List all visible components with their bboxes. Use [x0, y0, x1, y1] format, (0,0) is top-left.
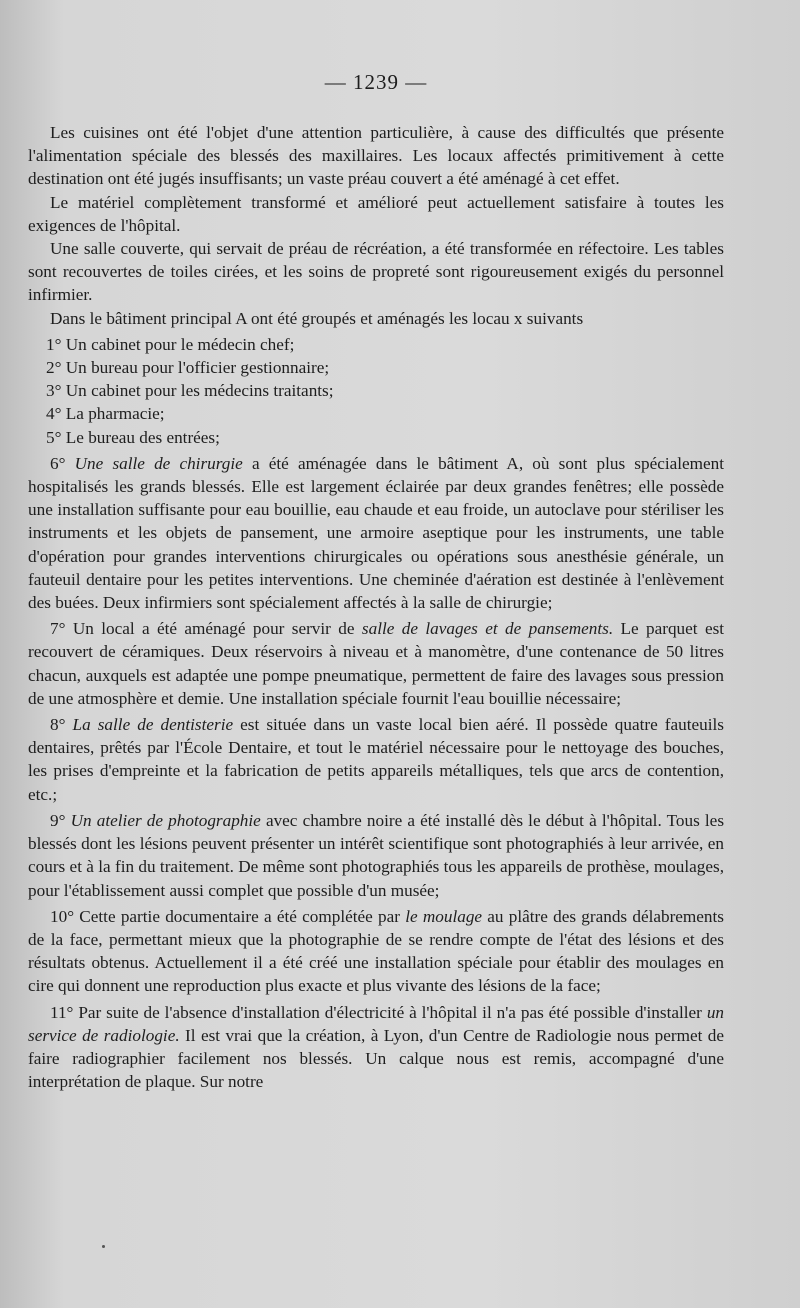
italic-term: Un atelier de photographie [70, 810, 261, 830]
italic-term: un service de radiologie. [28, 1002, 724, 1045]
italic-term: Une salle de chirurgie [74, 453, 243, 473]
paragraph-radiologie [28, 1001, 724, 1094]
paragraph-materiel: Le matériel complètement transformé et amélioré peut actuellement satisfaire à toutes les exigences de l'hôpital. [28, 192, 724, 235]
paragraph-dentisterie [28, 713, 724, 806]
ink-spot [102, 1245, 105, 1248]
paragraph-text: au plâtre des grands délabrements de la face, permettant mieux que la photographie de se rendre compte de l'état des lésions et des résultats obtenus. Actuellement il a été créé une installation spéciale pour établir des moulages en cire qui donnent une reproduction plus exacte et plus vivante des lésions de la face; [28, 906, 724, 996]
paragraph-salle-lavages [28, 617, 724, 710]
italic-term: salle de lavages et de pansements. [361, 619, 614, 639]
paragraph-moulage [28, 905, 724, 998]
paragraph-refectoire: Une salle couverte, qui servait de préau de récréation, a été transformée en réfectoire. Les tables sont recouvertes de toiles cirées, et les soins de propreté sont rigoureusement exigés du personnel infirmier. [28, 239, 724, 305]
italic-term: La salle de dentisterie [72, 715, 234, 735]
paragraph-photographie [28, 809, 724, 902]
page-number: — 1239 — [324, 70, 428, 94]
paragraph-salle-chirurgie [28, 452, 724, 614]
list-item: 2° Un bureau pour l'officier gestionnaire; [46, 358, 330, 378]
paragraph-cuisines: Les cuisines ont été l'objet d'une attention particulière, à cause des difficultés que présente l'alimentation spéciale des blessés des maxillaires. Les locaux affectés primitivement à cette destination ont été jugés insuffisants; un vaste préau couvert a été aménagé à cet effet. [28, 123, 724, 189]
paragraph-text: Le parquet est recouvert de céramiques. Deux réservoirs à niveau et à manomètre, d'une contenance de 50 litres chacun, auxquels est adaptée une pompe pneumatique, permettent de faire des lavages sous pression de une atmosphère et demie. Une installation spéciale fournit l'eau bouillie nécessaire; [28, 619, 725, 708]
paragraph-text: avec chambre noire a été installé dès le début à l'hôpital. Tous les blessés dont les lésions peuvent présenter un intérêt scientifique sont photographiés à leur arrivée, en cours et à la fin du traitement. De même sont photographiés tous les appareils de prothèse, moulages, pour l'établissement aussi complet que possible d'un musée; [28, 810, 725, 900]
document-page [28, 70, 724, 1093]
locaux-list [28, 333, 724, 449]
paragraph-text: est située dans un vaste local bien aéré. Il possède quatre fauteuils dentaires, prêtés par l'École Dentaire, et tout le matériel nécessaire pour le nettoyage des bouches, les prises d'empreinte et la fabrication de petits appareils métalliques, tels que arcs de contention, etc.; [28, 715, 724, 804]
paragraph-lead: 11° Par suite de l'absence d'installation d'électricité à l'hôpital il n'a pas été possible d'installer [50, 1002, 702, 1022]
list-item: 5° Le bureau des entrées; [46, 427, 220, 447]
item-number: 8° [50, 715, 66, 735]
paragraph-lead: 10° Cette partie documentaire a été complétée par [50, 906, 400, 926]
italic-term: le moulage [405, 906, 483, 926]
item-number: 9° [50, 810, 66, 830]
paragraph-batiment-a: Dans le bâtiment principal A ont été groupés et aménagés les locau x suivants [50, 308, 584, 328]
paragraph-text: Il est vrai que la création, à Lyon, d'un Centre de Radiologie nous permet de faire radiographier facilement nos blessés. Un calque nous est remis, accompagné d'une interprétation de plaque. Sur notre [28, 1025, 724, 1092]
paragraph-text: a été aménagée dans le bâtiment A, où sont plus spécialement hospitalisés les grands blessés. Elle est largement éclairée par deux grandes fenêtres; elle possède une installation suffisante pour eau bouillie, eau chaude et eau froide, un autoclave pour stériliser les instruments et les objets de pansement, une armoire aseptique pour les instruments, une table d'opération pour grandes interventions chirurgicales ou opérations sous anesthésie générale, un fauteuil dentaire pour les petites interventions. Une cheminée d'aération est destinée à l'enlèvement des buées. Deux infirmiers sont spécialement affectés à la salle de chirurgie; [28, 453, 725, 613]
list-item: 4° La pharmacie; [46, 404, 165, 424]
list-item: 1° Un cabinet pour le médecin chef; [46, 334, 295, 354]
list-item: 3° Un cabinet pour les médecins traitants; [46, 381, 334, 401]
item-number: 6° [50, 453, 66, 473]
paragraph-lead: 7° Un local a été aménagé pour servir de [50, 619, 355, 639]
